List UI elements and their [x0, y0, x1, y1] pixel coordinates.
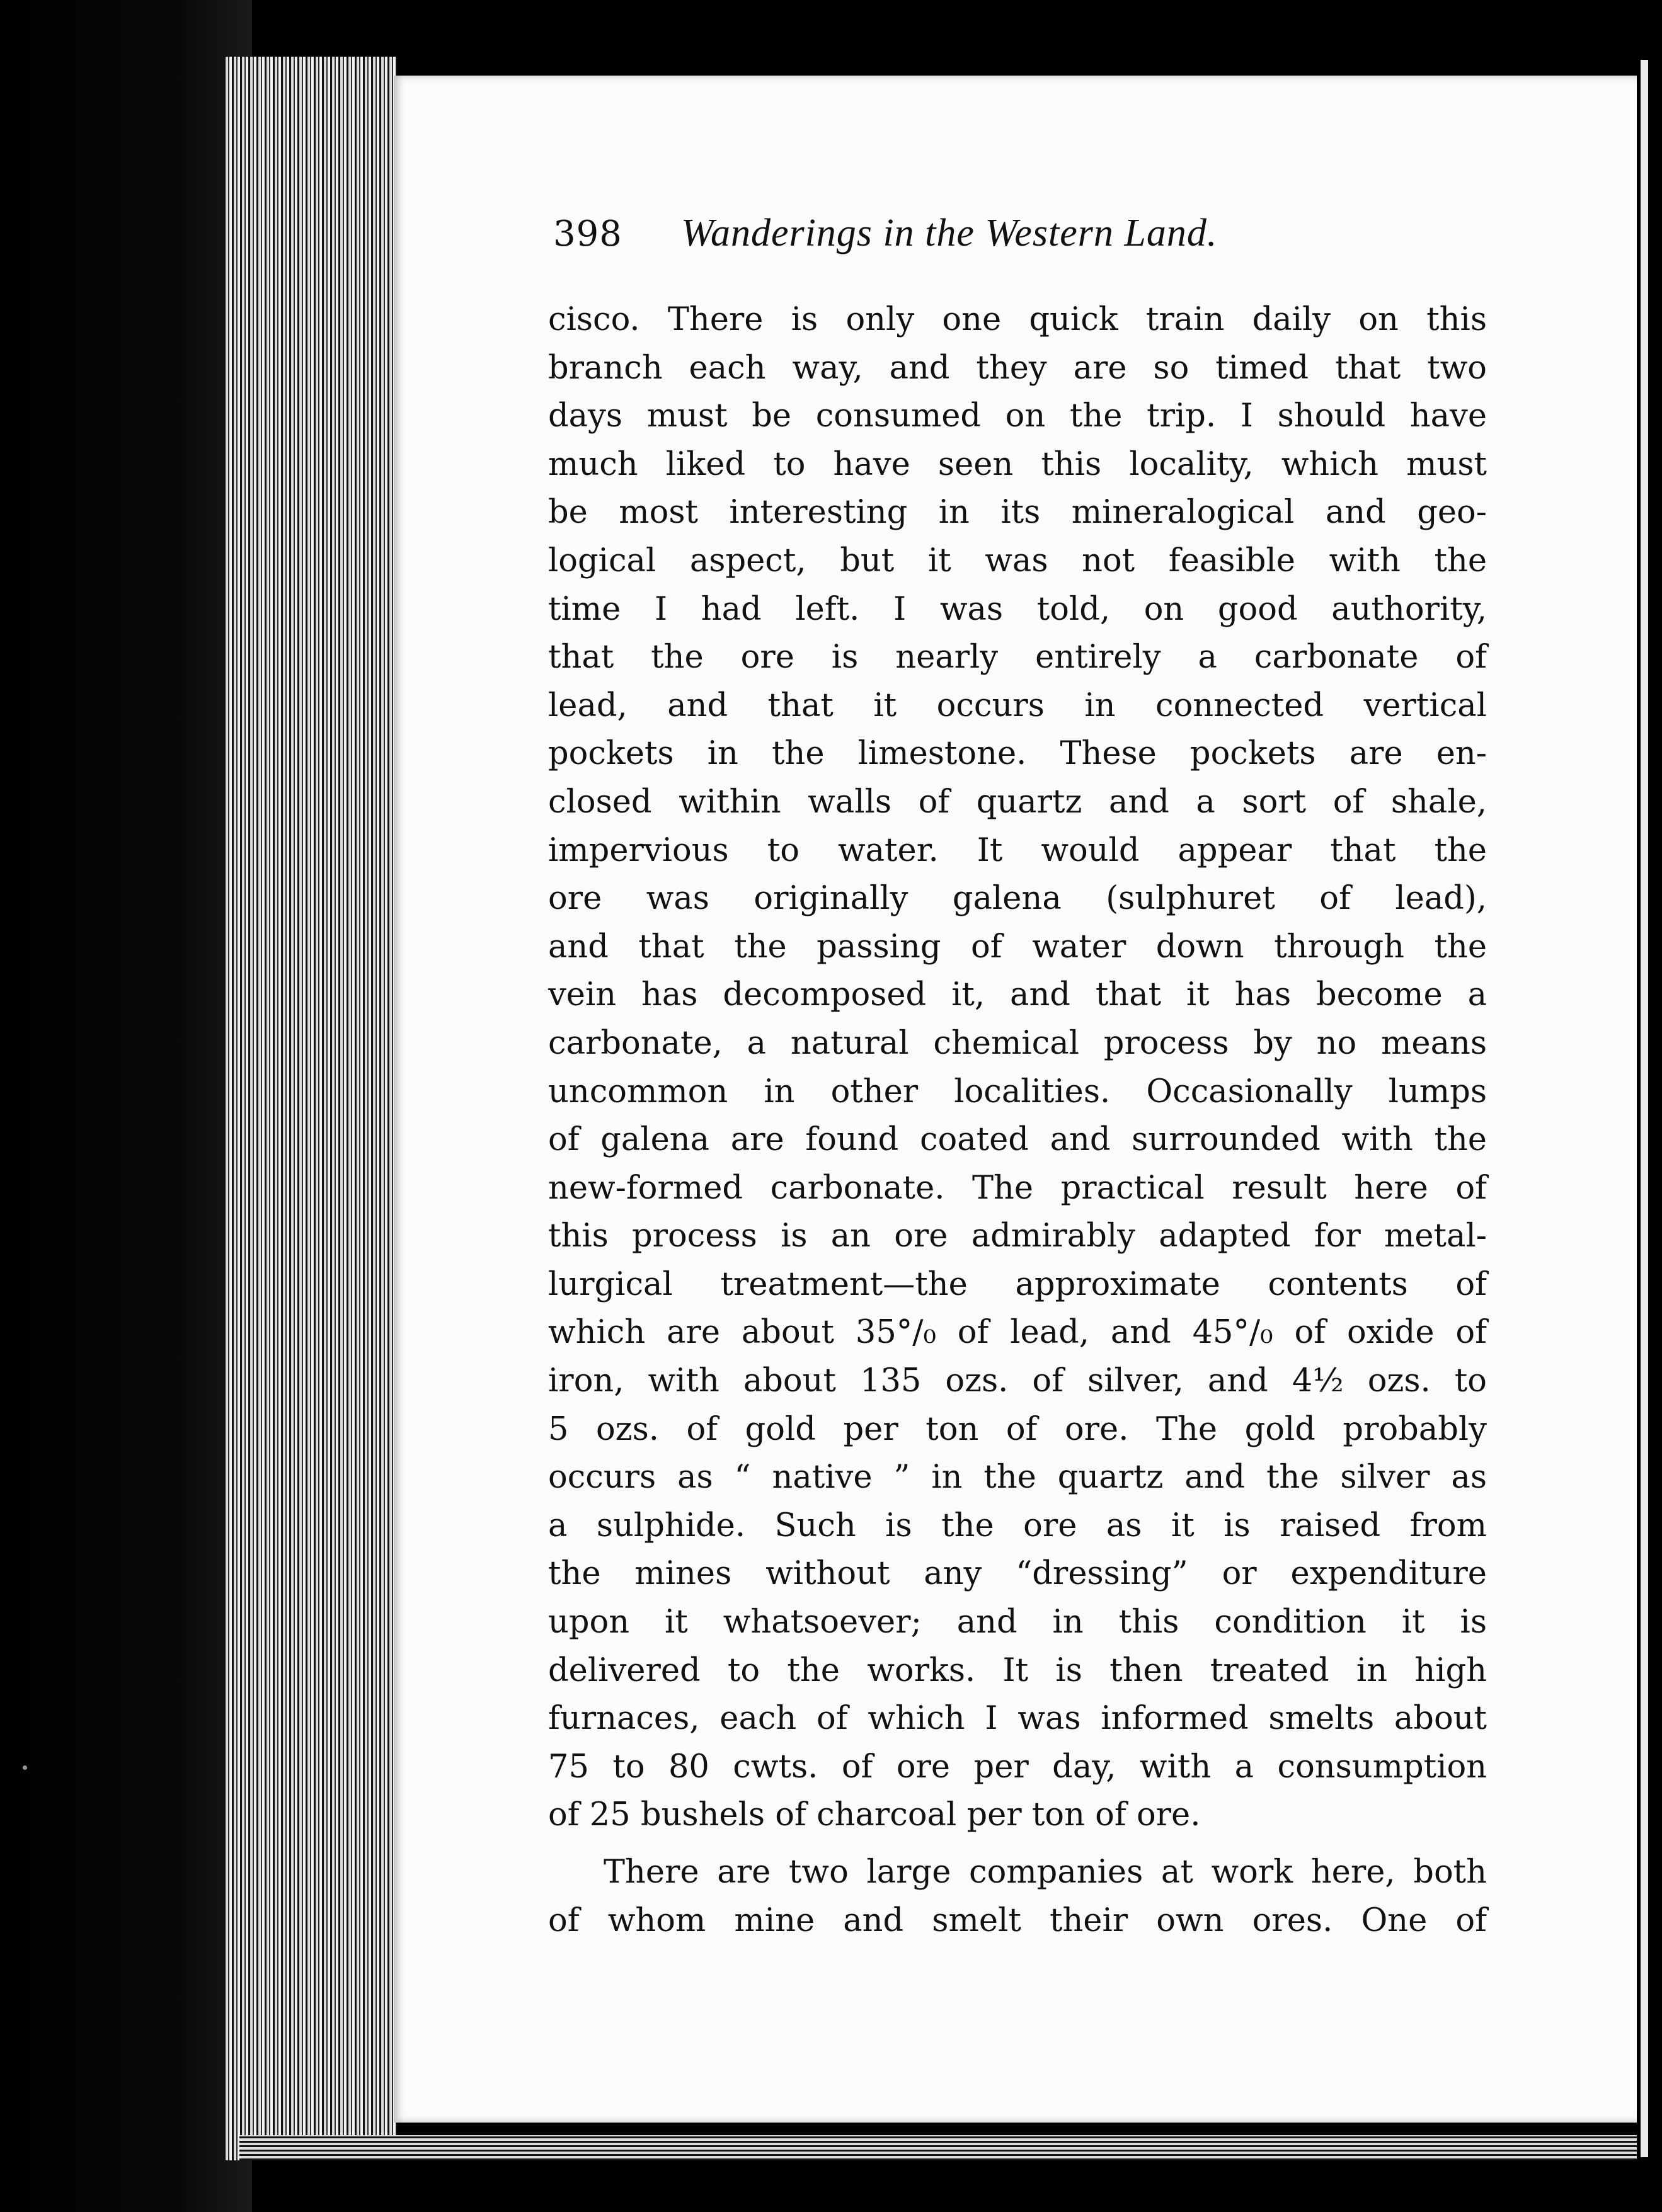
text-line: this process is an ore admirably adapted for metal-: [548, 1217, 1487, 1255]
text-line: iron, with about 135 ozs. of silver, and 4½ ozs. to: [548, 1362, 1487, 1400]
text-line: of 25 bushels of charcoal per ton of ore.: [548, 1796, 1201, 1834]
text-line: of whom mine and smelt their own ores. One of: [548, 1901, 1487, 1939]
running-head: [553, 211, 1486, 256]
text-line: furnaces, each of which I was informed smelts about: [548, 1700, 1487, 1738]
paragraph: [548, 296, 1487, 1840]
text-line: much liked to have seen this locality, which must: [548, 445, 1487, 483]
text-line: branch each way, and they are so timed that two: [548, 349, 1487, 387]
text-line: be most interesting in its mineralogical and geo-: [548, 494, 1487, 532]
text-line: 5 ozs. of gold per ton of ore. The gold probably: [548, 1410, 1487, 1448]
text-line: time I had left. I was told, on good authority,: [548, 590, 1487, 628]
body-text: [548, 296, 1487, 1945]
text-line: 75 to 80 cwts. of ore per day, with a consumption: [548, 1748, 1487, 1786]
text-line: and that the passing of water down through the: [548, 928, 1487, 966]
next-page-sliver: [1641, 60, 1648, 2157]
text-line: new-formed carbonate. The practical result here of: [548, 1169, 1487, 1207]
page-edges: [224, 57, 397, 2160]
text-line: logical aspect, but it was not feasible with the: [548, 542, 1487, 579]
text-line: lurgical treatment—the approximate contents of: [548, 1265, 1487, 1303]
running-title: Wanderings in the Western Land.: [680, 212, 1218, 254]
text-line: the mines without any “dressing” or expenditure: [548, 1555, 1487, 1593]
paragraph: [548, 1849, 1487, 1945]
text-line: delivered to the works. It is then treated in high: [548, 1651, 1487, 1689]
text-line: vein has decomposed it, and that it has become a: [548, 976, 1487, 1014]
text-line: closed within walls of quartz and a sort of shale,: [548, 783, 1487, 821]
book-binding-shadow: [0, 0, 252, 2212]
text-line: upon it whatsoever; and in this condition it is: [548, 1604, 1487, 1641]
text-line: uncommon in other localities. Occasionally lumps: [548, 1073, 1487, 1110]
text-line: that the ore is nearly entirely a carbonate of: [548, 639, 1487, 676]
text-line: carbonate, a natural chemical process by no means: [548, 1024, 1487, 1062]
text-line: a sulphide. Such is the ore as it is raised from: [548, 1507, 1487, 1544]
dust-speck: [23, 1765, 27, 1770]
page-edges-bottom: [239, 2135, 1651, 2160]
text-line: cisco. There is only one quick train daily on this: [548, 301, 1487, 338]
text-line: occurs as “ native ” in the quartz and the silver as: [548, 1459, 1487, 1497]
text-line: which are about 35°/₀ of lead, and 45°/₀ of oxide of: [548, 1314, 1487, 1352]
text-line: impervious to water. It would appear that the: [548, 831, 1487, 869]
page-number: 398: [553, 214, 622, 254]
text-line: lead, and that it occurs in connected vertical: [548, 687, 1487, 724]
text-line: pockets in the limestone. These pockets are en-: [548, 735, 1487, 773]
text-line: of galena are found coated and surrounded with the: [548, 1121, 1487, 1159]
text-line: days must be consumed on the trip. I should have: [548, 397, 1487, 435]
text-line: There are two large companies at work here, both: [604, 1854, 1487, 1891]
text-line: ore was originally galena (sulphuret of lead),: [548, 880, 1487, 918]
